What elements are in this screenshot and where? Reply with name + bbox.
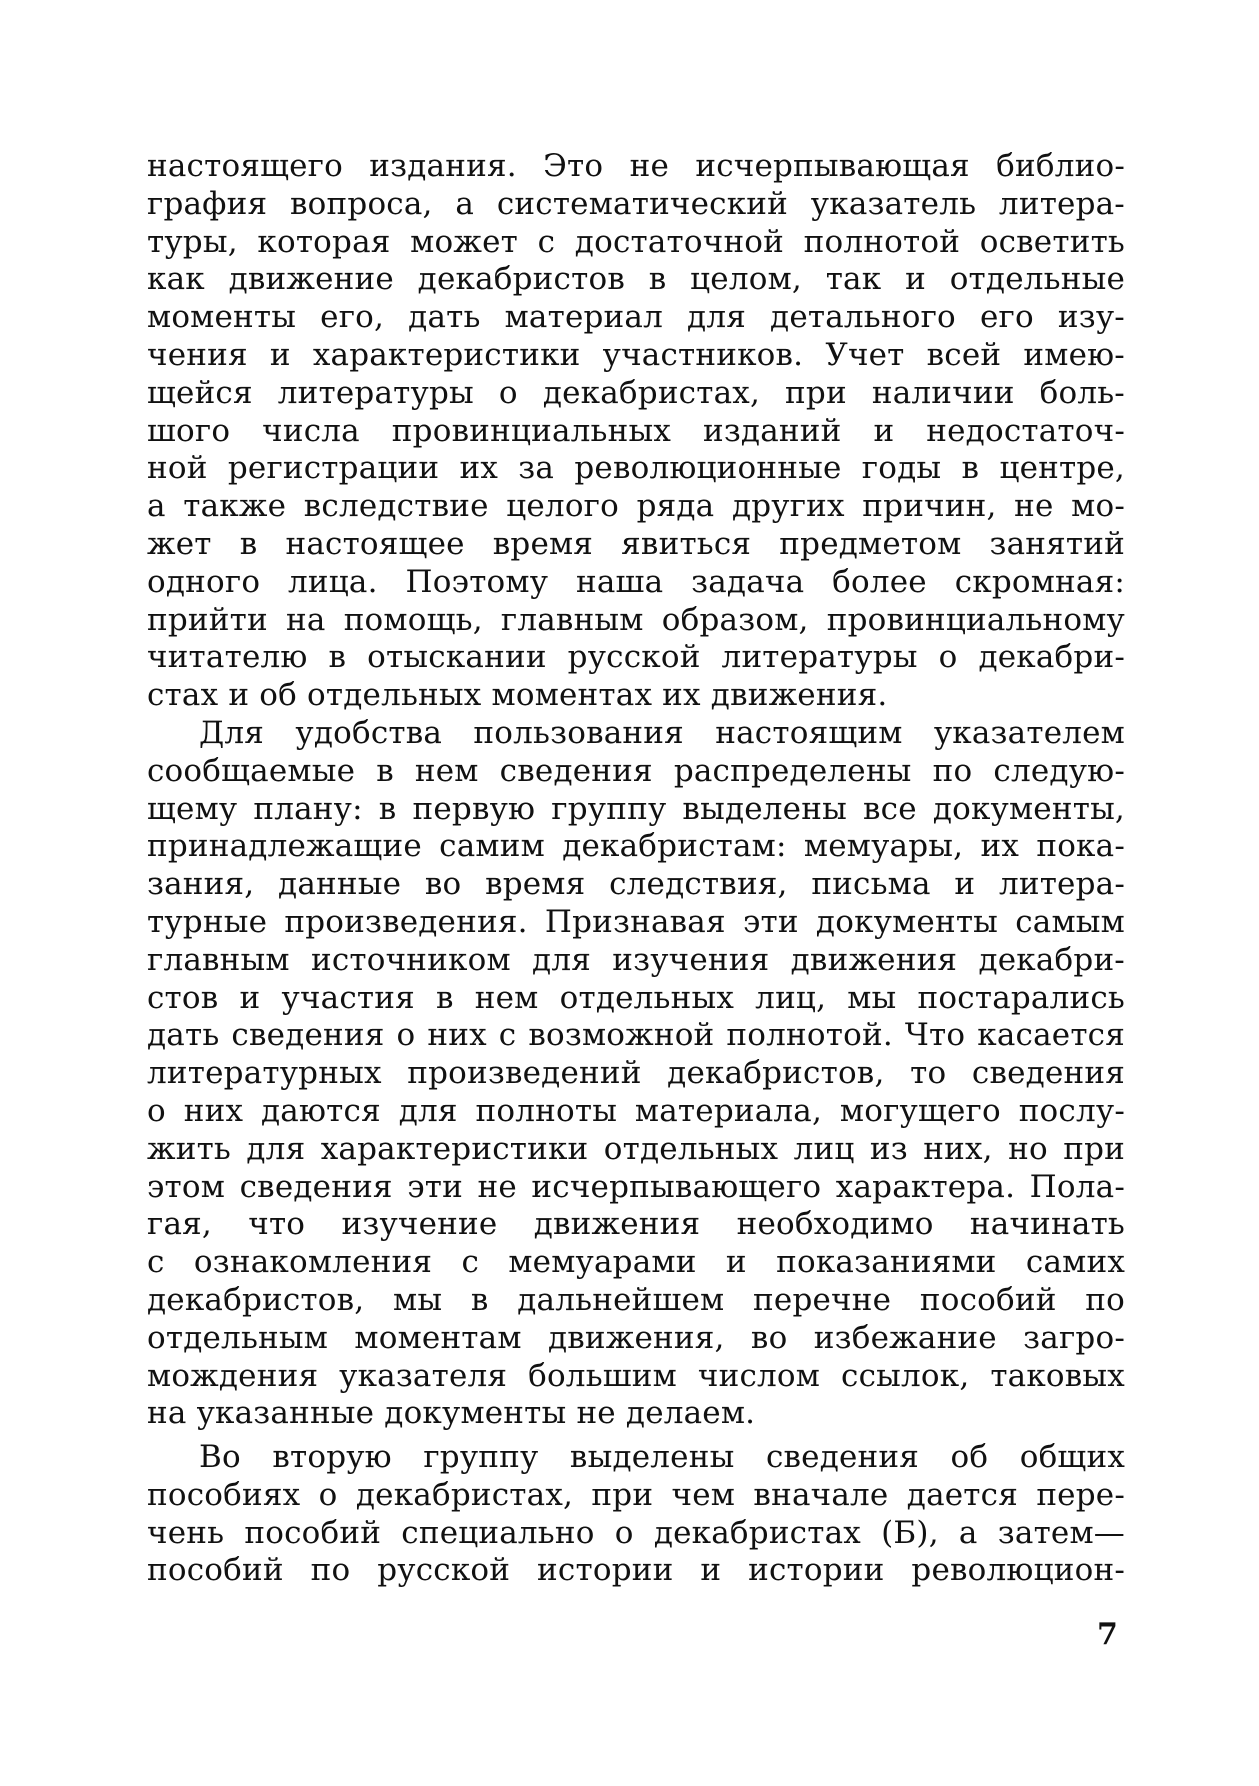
- text-line: щему плану: в первую группу выделены все документы,: [147, 790, 1125, 827]
- text-line: этом сведения эти не исчерпывающего характера. Пола-: [147, 1168, 1125, 1205]
- text-line: жет в настоящее время явиться предметом занятий: [147, 525, 1125, 562]
- text-line: турные произведения. Признавая эти документы самым: [147, 903, 1125, 940]
- text-line: графия вопроса, а систематический указатель литера-: [147, 185, 1125, 222]
- text-line: стов и участия в нем отдельных лиц, мы постарались: [147, 979, 1125, 1016]
- text-line: стах и об отдельных моментах их движения.: [147, 677, 888, 714]
- body-text: [147, 148, 1125, 1590]
- text-line: жить для характеристики отдельных лиц из них, но при: [147, 1130, 1125, 1167]
- text-line: литературных произведений декабристов, то сведения: [147, 1055, 1125, 1092]
- text-line: о них даются для полноты материала, могущего послу-: [147, 1092, 1125, 1129]
- paragraph-1: [147, 148, 1125, 715]
- text-line: пособиях о декабристах, при чем вначале дается пере-: [147, 1476, 1125, 1513]
- text-line: ной регистрации их за революционные годы в центре,: [147, 450, 1125, 487]
- text-line: Во вторую группу выделены сведения об общих: [199, 1439, 1125, 1476]
- text-line: читателю в отыскании русской литературы о декабри-: [147, 639, 1125, 676]
- text-line: сообщаемые в нем сведения распределены по следую-: [147, 752, 1125, 789]
- text-line: чения и характеристики участников. Учет всей имею-: [147, 336, 1125, 373]
- text-line: принадлежащие самим декабристам: мемуары, их пока-: [147, 828, 1125, 865]
- text-line: гая, что изучение движения необходимо начинать: [147, 1206, 1125, 1243]
- text-line: мождения указателя большим числом ссылок, таковых: [147, 1357, 1125, 1394]
- text-line: прийти на помощь, главным образом, провинциальному: [147, 601, 1125, 638]
- text-line: моменты его, дать материал для детального его изу-: [147, 299, 1125, 336]
- text-line: пособий по русской истории и истории революцион-: [147, 1552, 1125, 1589]
- text-line: отдельным моментам движения, во избежание загро-: [147, 1319, 1125, 1356]
- text-line: на указанные документы не делаем.: [147, 1395, 756, 1432]
- text-line: щейся литературы о декабристах, при наличии боль-: [147, 374, 1125, 411]
- text-line: а также вследствие целого ряда других причин, не мо-: [147, 488, 1125, 525]
- text-line: как движение декабристов в целом, так и отдельные: [147, 261, 1125, 298]
- paragraph-2: [147, 715, 1125, 1433]
- text-line: дать сведения о них с возможной полнотой. Что касается: [147, 1017, 1125, 1054]
- text-line: главным источником для изучения движения декабри-: [147, 941, 1125, 978]
- text-line: с ознакомления с мемуарами и показаниями самих: [147, 1244, 1125, 1281]
- text-line: чень пособий специально о декабристах (Б), а затем—: [147, 1514, 1125, 1551]
- text-line: одного лица. Поэтому наша задача более скромная:: [147, 563, 1125, 600]
- paragraph-3: [147, 1439, 1125, 1590]
- text-line: туры, которая может с достаточной полнотой осветить: [147, 223, 1125, 260]
- text-line: Для удобства пользования настоящим указателем: [199, 714, 1125, 751]
- text-line: декабристов, мы в дальнейшем перечне пособий по: [147, 1281, 1125, 1318]
- page-number: 7: [1097, 1617, 1118, 1652]
- text-line: шого числа провинциальных изданий и недостаточ-: [147, 412, 1125, 449]
- text-line: настоящего издания. Это не исчерпывающая библио-: [147, 148, 1125, 184]
- text-line: зания, данные во время следствия, письма и литера-: [147, 866, 1125, 903]
